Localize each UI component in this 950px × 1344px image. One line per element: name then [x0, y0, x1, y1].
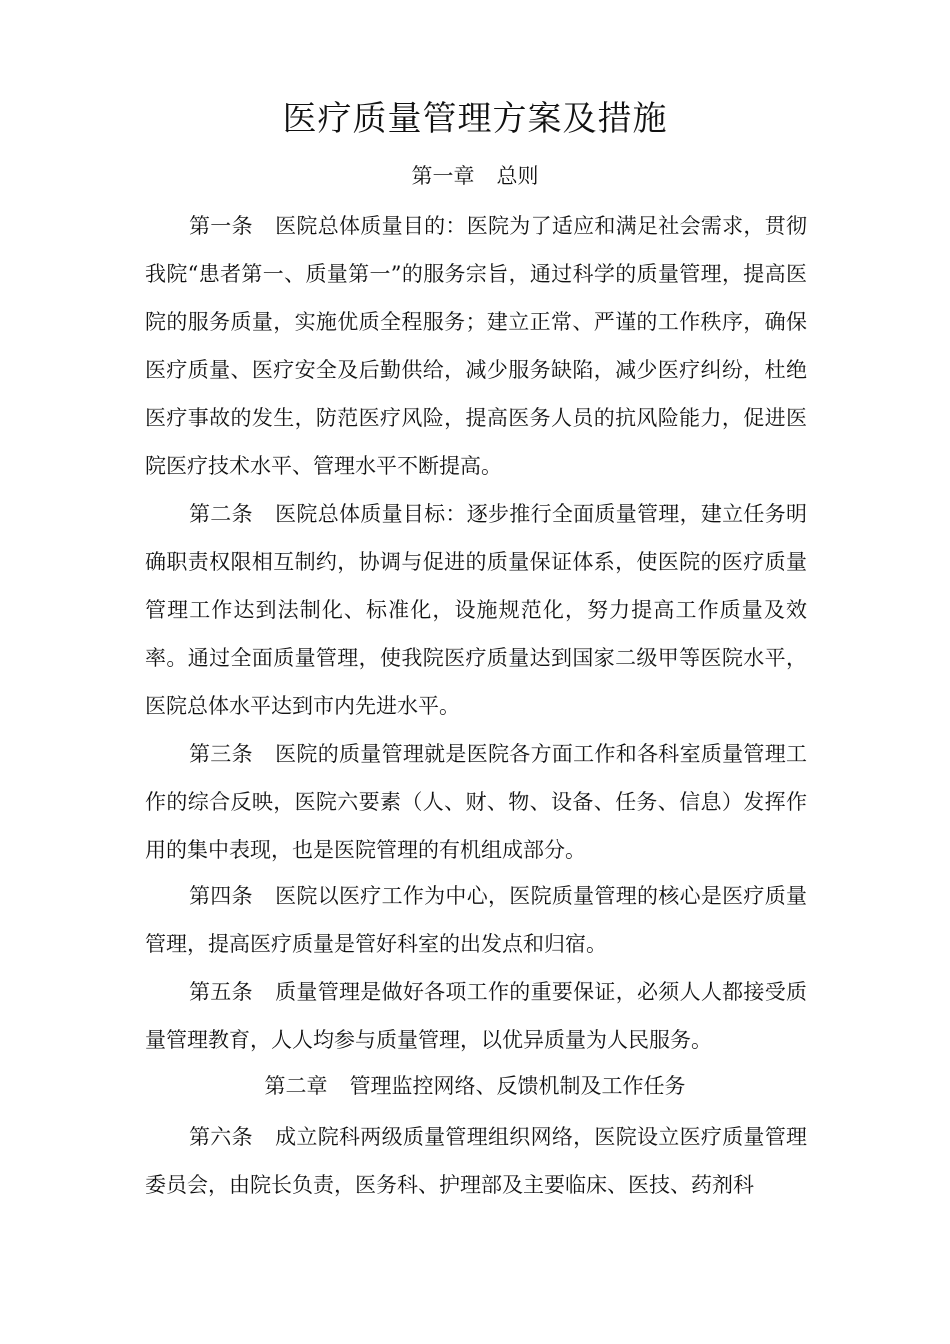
article-text: 质量管理是做好各项工作的重要保证，必须人人都接受质量管理教育，人人均参与质量管理，以优异质量为人民服务。	[145, 980, 807, 1052]
article-number: 第四条	[189, 884, 253, 908]
article-text: 医院总体质量目的：医院为了适应和满足社会需求，贯彻我院“患者第一、质量第一”的服务宗旨，通过科学的质量管理，提高医院的服务质量，实施优质全程服务；建立正常、严谨的工作秩序，确保医疗质量、医疗安全及后勤供给，减少服务缺陷，减少医疗纠纷，杜绝医疗事故的发生，防范医疗风险，提高医务人员的抗风险能力，促进医院医疗技术水平、管理水平不断提高。	[145, 214, 807, 478]
article-text: 医院总体质量目标：逐步推行全面质量管理，建立任务明确职责权限相互制约，协调与促进的质量保证体系，使医院的医疗质量管理工作达到法制化、标准化，设施规范化，努力提高工作质量及效率。通过全面质量管理，使我院医疗质量达到国家二级甲等医院水平，医院总体水平达到市内先进水平。	[145, 502, 807, 718]
chapter-number: 第一章	[411, 164, 475, 188]
article-paragraph	[145, 872, 807, 968]
article-number: 第一条	[189, 214, 253, 238]
chapter-heading	[0, 1071, 950, 1101]
article-number: 第三条	[189, 742, 253, 766]
article-number: 第五条	[189, 980, 253, 1004]
article-paragraph	[145, 202, 807, 490]
chapter-number: 第二章	[264, 1074, 328, 1098]
document-title: 医疗质量管理方案及措施	[282, 99, 668, 139]
article-text: 医院以医疗工作为中心，医院质量管理的核心是医疗质量管理，提高医疗质量是管好科室的出发点和归宿。	[145, 884, 807, 956]
article-paragraph	[145, 490, 807, 730]
article-paragraph	[145, 1113, 807, 1209]
article-text: 医院的质量管理就是医院各方面工作和各科室质量管理工作的综合反映，医院六要素（人、财、物、设备、任务、信息）发挥作用的集中表现，也是医院管理的有机组成部分。	[145, 742, 807, 862]
chapter-title: 总则	[496, 164, 539, 188]
article-number: 第六条	[189, 1125, 253, 1149]
article-paragraph	[145, 968, 807, 1064]
article-paragraph	[145, 730, 807, 874]
article-text: 成立院科两级质量管理组织网络，医院设立医疗质量管理委员会，由院长负责，医务科、护理部及主要临床、医技、药剂科	[145, 1125, 807, 1197]
article-number: 第二条	[189, 502, 253, 526]
chapter-heading	[0, 161, 950, 191]
chapter-title: 管理监控网络、反馈机制及工作任务	[349, 1074, 686, 1098]
